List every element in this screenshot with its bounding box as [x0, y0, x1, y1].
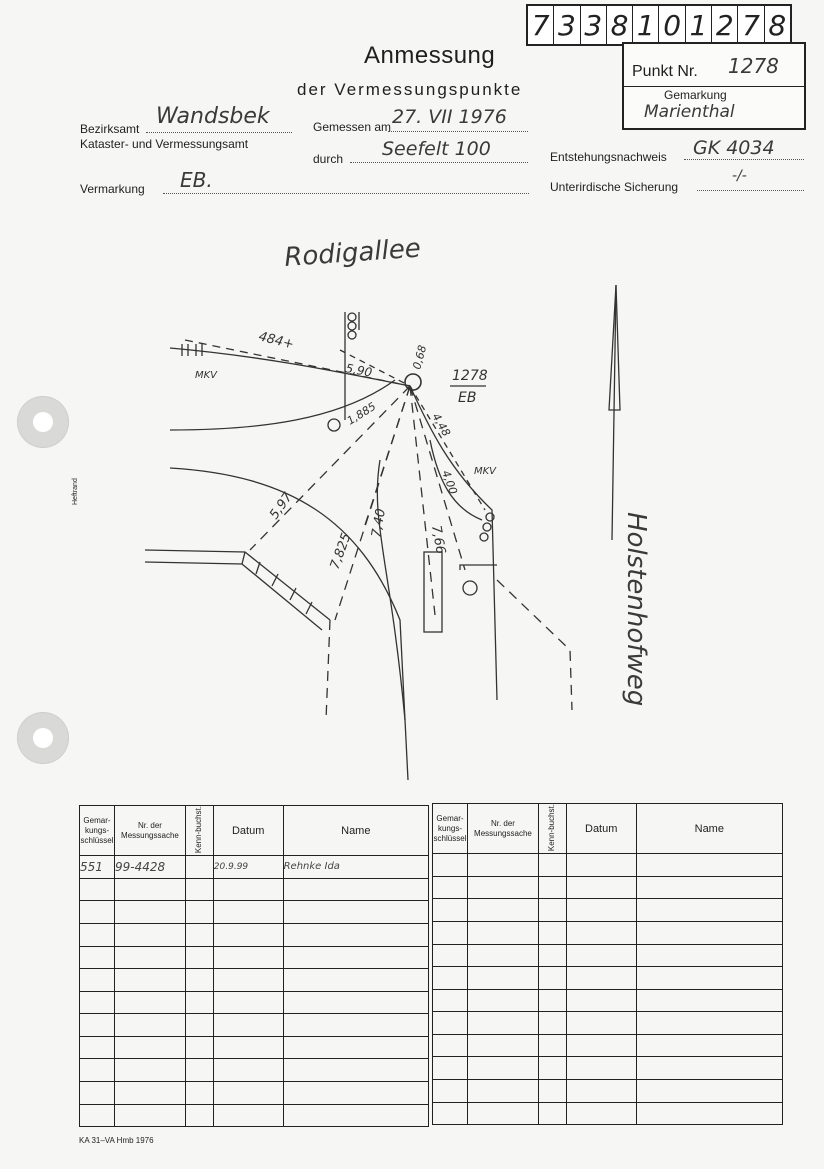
table-row — [433, 899, 783, 922]
table-row — [433, 944, 783, 967]
measure-label: 4,48 — [429, 411, 453, 439]
table-row — [80, 901, 429, 924]
measure-label: 484+ — [257, 329, 296, 353]
table-row — [433, 1102, 783, 1125]
col-header-gemarkung: Gemar-kungs-schlüssel — [80, 806, 115, 856]
col-header-gemarkung: Gemar-kungs-schlüssel — [433, 804, 468, 854]
gemarkung-value: Marienthal — [644, 102, 735, 122]
measure-label: 5,97 — [266, 489, 296, 523]
entstehung-label: Entstehungsnachweis — [550, 150, 667, 164]
vermarkung-value: EB. — [180, 168, 213, 192]
street-top-label: Rodigallee — [283, 233, 422, 273]
table-row — [80, 991, 429, 1014]
cell-kennbuchst — [185, 856, 213, 879]
measure-label: 7,66 — [428, 524, 448, 556]
unterirdisch-line — [697, 190, 804, 191]
measure-label: MKV — [474, 466, 497, 477]
table-row — [80, 969, 429, 992]
measure-label: 1,885 — [344, 399, 379, 428]
gemessen-label: Gemessen am — [313, 120, 392, 134]
col-header-messungssache: Nr. der Messungssache — [114, 806, 185, 856]
table-row — [80, 878, 429, 901]
cell-gemarkung: 551 — [80, 856, 115, 879]
col-header-kennbuchst: Kenn-buchst. — [538, 804, 566, 854]
id-digit: 3 — [554, 6, 580, 44]
archive-id-box — [526, 4, 792, 46]
col-header-kennbuchst: Kenn-buchst. — [185, 806, 213, 856]
gemarkung-label: Gemarkung — [664, 88, 727, 102]
id-digit: 1 — [633, 6, 659, 44]
gemessen-value: 27. VII 1976 — [392, 106, 507, 128]
table-row — [80, 923, 429, 946]
measurement-table-right — [432, 803, 783, 1125]
table-row — [80, 1014, 429, 1037]
col-header-name: Name — [636, 804, 782, 854]
table-row — [433, 854, 783, 877]
table-row — [80, 1036, 429, 1059]
id-digit: 8 — [768, 8, 787, 42]
col-header-datum: Datum — [213, 806, 283, 856]
table-row — [433, 921, 783, 944]
col-header-name: Name — [283, 806, 428, 856]
unterirdisch-label: Unterirdische Sicherung — [550, 180, 679, 194]
survey-sketch — [0, 220, 824, 780]
measure-label: 5,90 — [344, 361, 374, 380]
punkt-label: Punkt Nr. — [632, 63, 698, 80]
cell-name: Rehnke Ida — [283, 856, 428, 879]
cell-messungssache: 99-4428 — [114, 856, 185, 879]
measure-label: 7,40 — [369, 507, 389, 539]
page-subtitle: der Vermessungspunkte — [297, 80, 523, 99]
bezirksamt-value: Wandsbek — [156, 104, 270, 129]
entstehung-line — [684, 159, 804, 160]
table-row — [433, 1057, 783, 1080]
col-header-datum: Datum — [566, 804, 636, 854]
cell-datum: 20.9.99 — [213, 856, 283, 879]
measurement-table-left — [79, 805, 429, 1127]
table-row — [80, 1082, 429, 1105]
form-footer-code: KA 31–VA Hmb 1976 — [79, 1136, 154, 1145]
point-number-label: 1278 — [452, 368, 488, 384]
measure-label: MKV — [195, 370, 218, 381]
gemessen-line — [388, 131, 528, 132]
street-right-label: Holstenhofweg — [621, 512, 651, 707]
table-row — [80, 856, 429, 879]
id-digit: 8 — [607, 6, 633, 44]
table-row — [433, 1080, 783, 1103]
heftrand-label: Heftrand — [72, 478, 79, 505]
id-digit: 1 — [686, 6, 712, 44]
table-row — [433, 1034, 783, 1057]
table-row — [80, 1104, 429, 1127]
id-digit: 2 — [712, 6, 738, 44]
durch-value: Seefelt 100 — [382, 138, 491, 160]
vermarkung-line — [163, 193, 529, 194]
id-digit: 7 — [738, 6, 764, 44]
measure-label: 4,00 — [439, 468, 460, 497]
entstehung-value: GK 4034 — [693, 137, 775, 159]
table-row — [433, 967, 783, 990]
id-digit: 7 — [528, 6, 554, 44]
bezirksamt-line — [146, 132, 292, 133]
page-title: Anmessung — [364, 42, 496, 69]
vermarkung-label: Vermarkung — [80, 182, 145, 196]
unterirdisch-value: -/- — [732, 168, 747, 184]
table-row — [433, 1012, 783, 1035]
measure-label: 0,68 — [410, 343, 430, 371]
durch-label: durch — [313, 152, 344, 166]
bezirksamt-label: Bezirksamt — [80, 122, 140, 136]
table-row — [80, 946, 429, 969]
id-digit: 0 — [659, 6, 685, 44]
point-mark-label: EB — [458, 390, 477, 406]
col-header-messungssache: Nr. der Messungssache — [467, 804, 538, 854]
id-digit: 3 — [581, 6, 607, 44]
kataster-label: Kataster- und Vermessungsamt — [80, 137, 249, 151]
measure-label: 7,825 — [327, 531, 355, 572]
punkt-box — [622, 42, 806, 130]
punkt-value: 1278 — [728, 54, 779, 78]
table-row — [80, 1059, 429, 1082]
durch-line — [350, 162, 528, 163]
table-row — [433, 876, 783, 899]
table-row — [433, 989, 783, 1012]
